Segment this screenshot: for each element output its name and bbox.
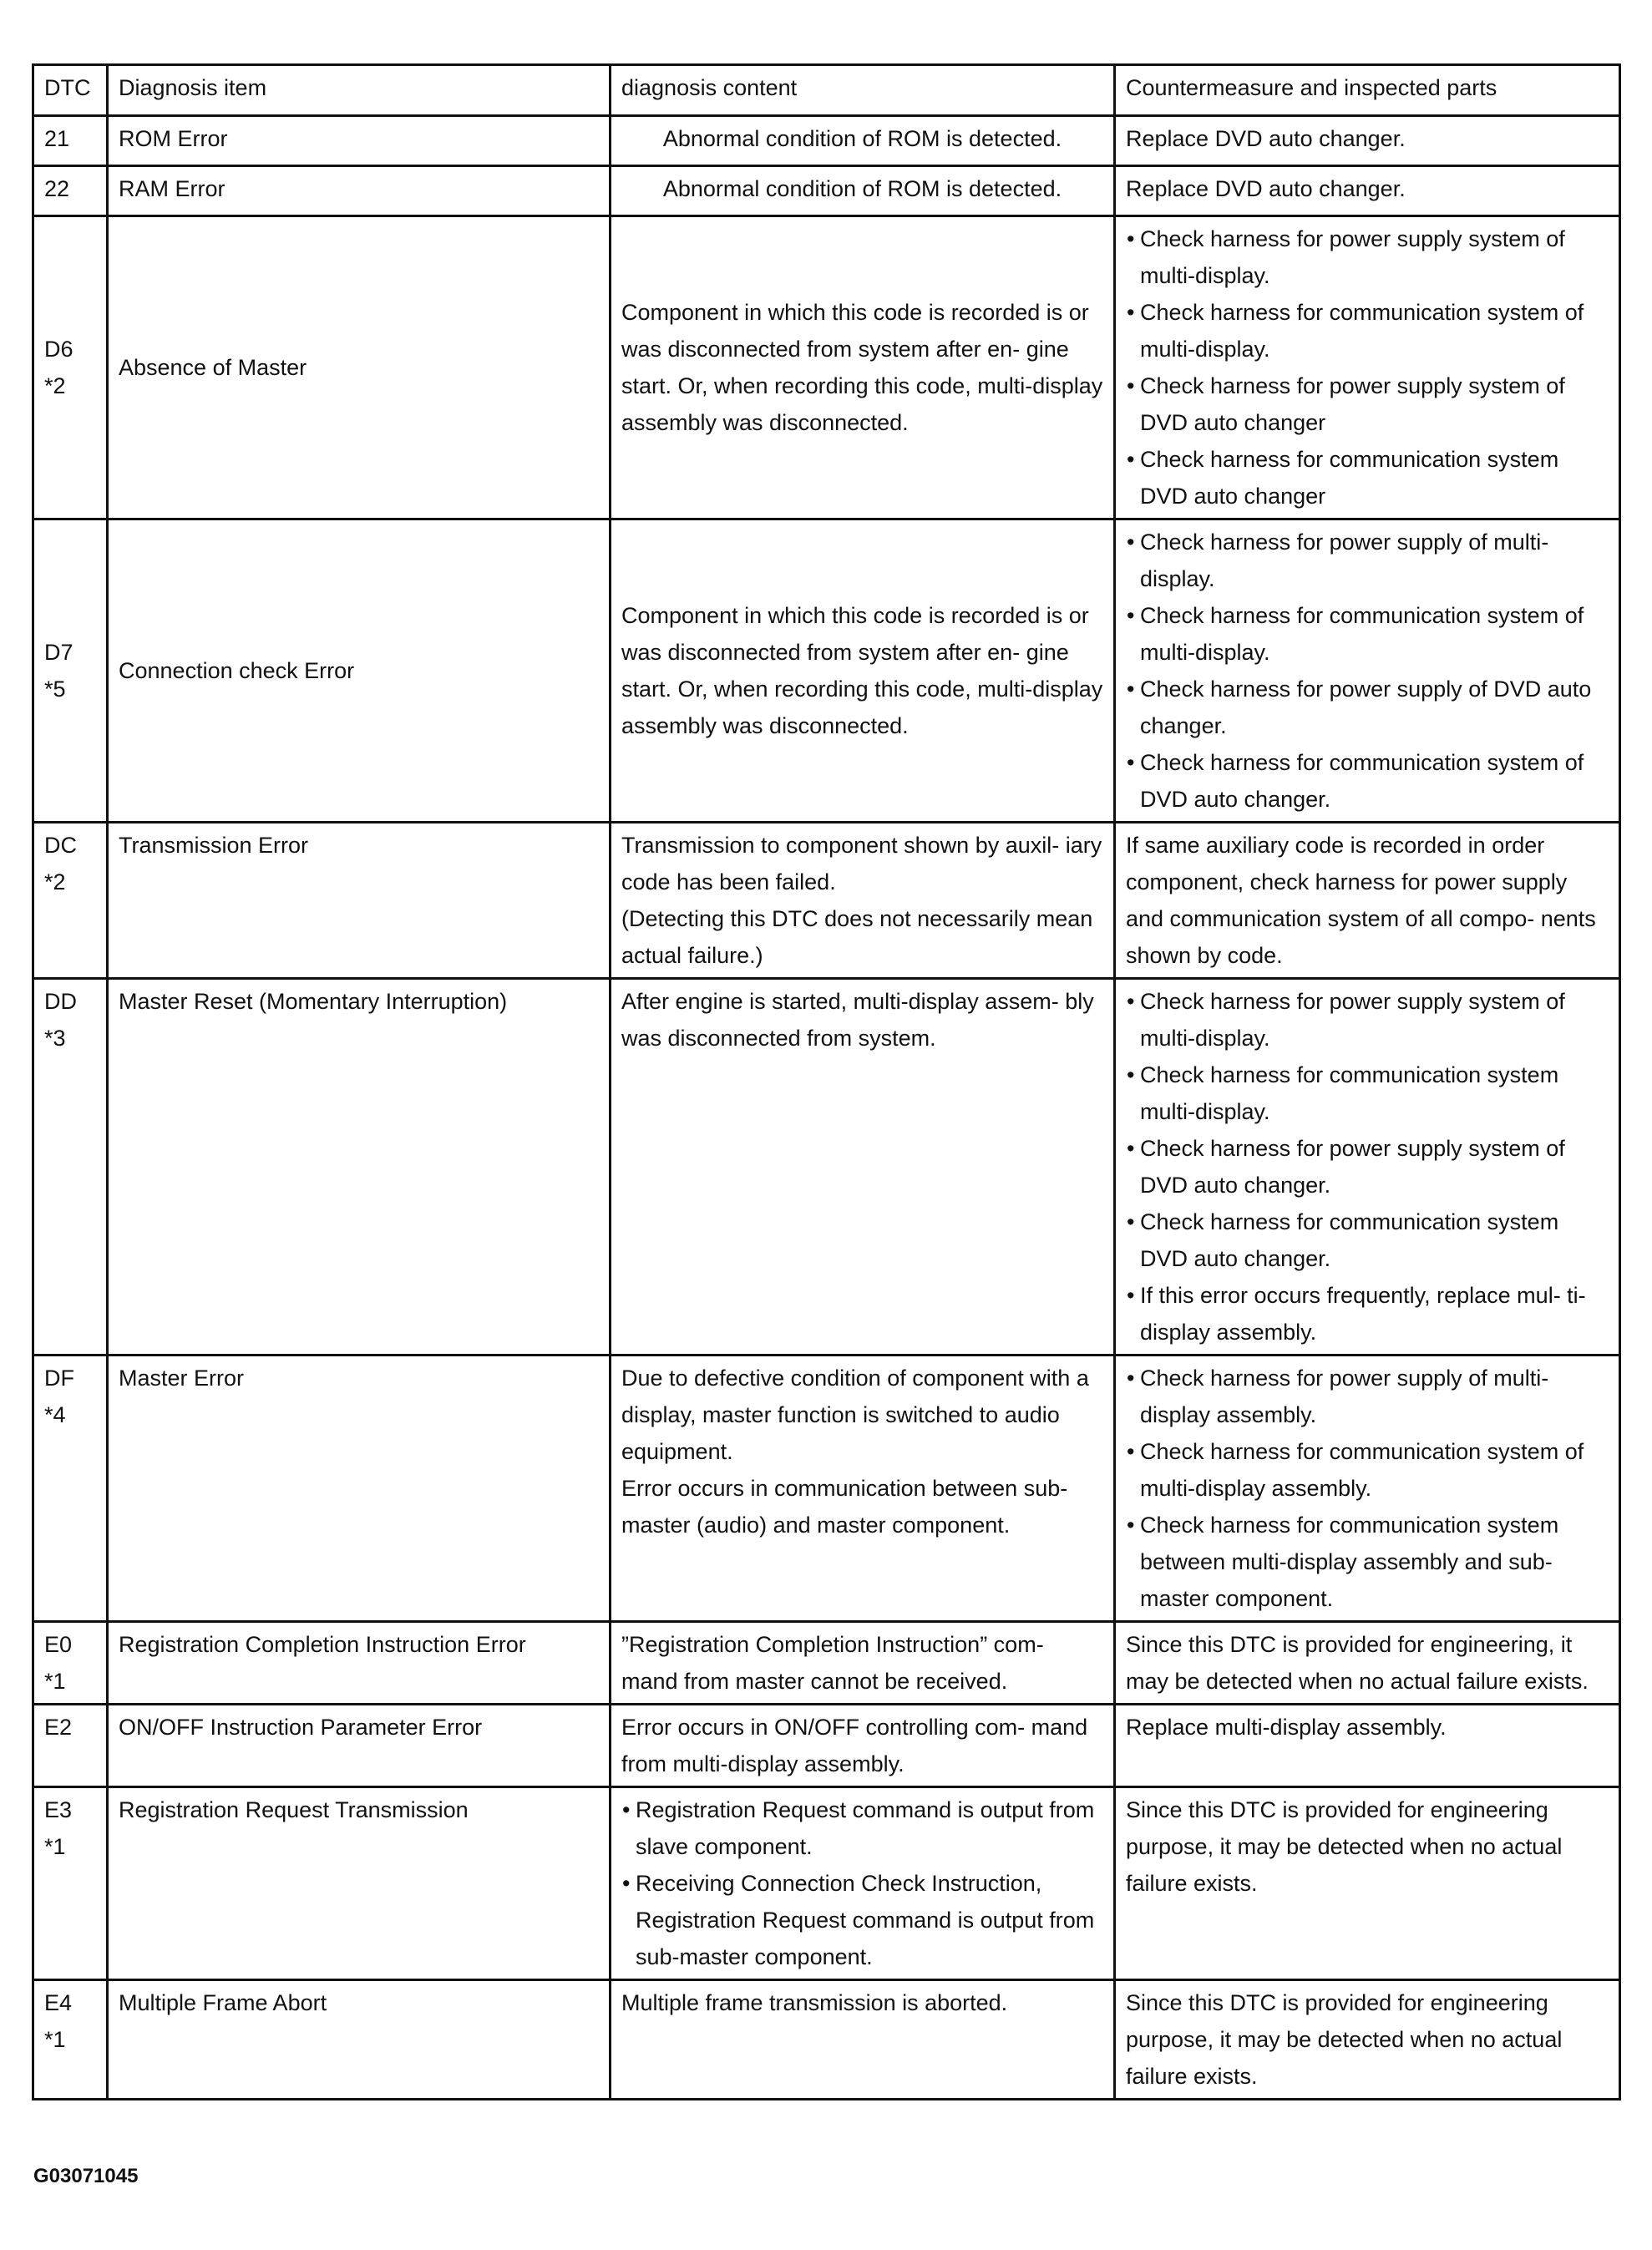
list-item: • Check harness for communication system of DVD auto changer.	[1126, 744, 1609, 818]
list-item: • Check harness for communication system between multi-display assembly and sub- master component.	[1126, 1507, 1609, 1617]
diagnosis-content-cell	[611, 116, 1115, 166]
table-row	[33, 1787, 1620, 1980]
dtc-code: DD	[44, 989, 77, 1014]
dtc-footnote: *4	[44, 1402, 66, 1427]
list-item: • Receiving Connection Check Instruction, Registration Request command is output from sub-master component.	[621, 1865, 1103, 1975]
dtc-code: E3	[44, 1797, 73, 1822]
diagnosis-content-text: Due to defective condition of component with a display, master function is switched to audio equipment.	[621, 1366, 1089, 1464]
list-item: • Check harness for communication system DVD auto changer	[1126, 441, 1609, 514]
dtc-footnote: *1	[44, 1669, 66, 1694]
dtc-footnote: *5	[44, 677, 66, 702]
table-row	[33, 1705, 1620, 1787]
diagnosis-item-cell: RAM Error	[108, 166, 611, 216]
diagnosis-item-cell: Transmission Error	[108, 823, 611, 979]
dtc-code: E2	[44, 1715, 73, 1740]
dtc-cell	[33, 1622, 108, 1705]
dtc-cell	[33, 979, 108, 1356]
table-row	[33, 166, 1620, 216]
header-diagnosis-item: Diagnosis item	[108, 65, 611, 116]
table-row	[33, 1980, 1620, 2100]
countermeasure-cell	[1115, 116, 1620, 166]
diagnosis-item-cell: Registration Request Transmission	[108, 1787, 611, 1980]
table-row	[33, 116, 1620, 166]
header-diagnosis-content: diagnosis content	[611, 65, 1115, 116]
countermeasure-cell	[1115, 1622, 1620, 1705]
diagnosis-content-cell	[611, 166, 1115, 216]
countermeasure-list	[1126, 1360, 1609, 1617]
countermeasure-cell	[1115, 166, 1620, 216]
dtc-code: DC	[44, 833, 77, 858]
diagnosis-content-cell	[611, 1622, 1115, 1705]
diagnosis-content-cell	[611, 979, 1115, 1356]
list-item: • Check harness for communication system multi-display.	[1126, 1057, 1609, 1130]
list-item: • Check harness for communication system of multi-display.	[1126, 294, 1609, 367]
dtc-cell	[33, 519, 108, 823]
diagnosis-item-cell: ROM Error	[108, 116, 611, 166]
list-item: • Check harness for power supply of DVD auto changer.	[1126, 671, 1609, 744]
diagnosis-content-text: (Detecting this DTC does not necessarily mean actual failure.)	[621, 906, 1093, 968]
dtc-table	[32, 63, 1621, 2101]
countermeasure-text: Since this DTC is provided for engineering, it may be detected when no actual failure exists.	[1126, 1632, 1589, 1694]
list-item: • Check harness for power supply system of DVD auto changer.	[1126, 1130, 1609, 1204]
countermeasure-cell	[1115, 1356, 1620, 1622]
dtc-code: DF	[44, 1366, 74, 1391]
list-item: • Registration Request command is output from slave component.	[621, 1791, 1103, 1865]
table-row	[33, 823, 1620, 979]
countermeasure-text: If same auxiliary code is recorded in order component, check harness for power supply and communication system of all compo- nents shown by code.	[1126, 833, 1596, 968]
diagnosis-content-cell	[611, 1356, 1115, 1622]
diagnosis-content-cell	[611, 216, 1115, 519]
list-item: • Check harness for power supply system of DVD auto changer	[1126, 367, 1609, 441]
dtc-footnote: *2	[44, 869, 66, 894]
dtc-code: E4	[44, 1990, 73, 2015]
diagnosis-content-text: Abnormal condition of ROM is detected.	[662, 176, 1062, 201]
diagnosis-item-cell: Absence of Master	[108, 216, 611, 519]
countermeasure-text: Replace DVD auto changer.	[1126, 126, 1406, 151]
diagnosis-content-text: Transmission to component shown by auxil- iary code has been failed.	[621, 833, 1102, 894]
diagnosis-content-text: Error occurs in ON/OFF controlling com- mand from multi-display assembly.	[621, 1715, 1088, 1776]
table-row	[33, 1356, 1620, 1622]
dtc-footnote: *2	[44, 373, 66, 398]
dtc-code: 21	[44, 126, 70, 151]
list-item: • Check harness for power supply of multi- display.	[1126, 524, 1609, 597]
countermeasure-cell	[1115, 1705, 1620, 1787]
list-item: • Check harness for communication system DVD auto changer.	[1126, 1204, 1609, 1277]
countermeasure-text: Replace multi-display assembly.	[1126, 1715, 1447, 1740]
countermeasure-cell	[1115, 216, 1620, 519]
diagnosis-content-cell	[611, 1705, 1115, 1787]
countermeasure-cell	[1115, 1787, 1620, 1980]
dtc-cell	[33, 823, 108, 979]
list-item: • Check harness for communication system of multi-display assembly.	[1126, 1433, 1609, 1507]
diagnosis-content-cell	[611, 1980, 1115, 2100]
dtc-code: D7	[44, 640, 73, 665]
diagnosis-content-cell	[611, 1787, 1115, 1980]
countermeasure-list	[1126, 524, 1609, 818]
dtc-cell	[33, 1356, 108, 1622]
table-header-row	[33, 65, 1620, 116]
countermeasure-cell	[1115, 979, 1620, 1356]
diagnosis-content-text: Error occurs in communication between sub-master (audio) and master component.	[621, 1476, 1068, 1538]
countermeasure-list	[1126, 220, 1609, 514]
diagnosis-item-cell: Master Reset (Momentary Interruption)	[108, 979, 611, 1356]
diagnosis-content-text: After engine is started, multi-display assem- bly was disconnected from system.	[621, 989, 1094, 1051]
diagnosis-item-cell: Registration Completion Instruction Error	[108, 1622, 611, 1705]
dtc-code: D6	[44, 337, 73, 362]
list-item: • If this error occurs frequently, replace mul- ti-display assembly.	[1126, 1277, 1609, 1351]
countermeasure-text: Replace DVD auto changer.	[1126, 176, 1406, 201]
dtc-cell	[33, 1705, 108, 1787]
dtc-footnote: *3	[44, 1026, 66, 1051]
dtc-cell	[33, 216, 108, 519]
diagnosis-content-cell	[611, 823, 1115, 979]
table-row	[33, 519, 1620, 823]
diagnosis-item-cell: Multiple Frame Abort	[108, 1980, 611, 2100]
diagnosis-item-cell: Master Error	[108, 1356, 611, 1622]
table-row	[33, 979, 1620, 1356]
dtc-cell	[33, 166, 108, 216]
diagnosis-content-text: Abnormal condition of ROM is detected.	[662, 126, 1062, 151]
diagnosis-content-text: Component in which this code is recorded is or was disconnected from system after en- gine start. Or, when recording this code, multi-display assembly was disconnected.	[621, 603, 1103, 738]
diagnosis-item-cell: Connection check Error	[108, 519, 611, 823]
countermeasure-cell	[1115, 519, 1620, 823]
diagnosis-content-text: Component in which this code is recorded is or was disconnected from system after en- gine start. Or, when recording this code, multi-display assembly was disconnected.	[621, 300, 1103, 435]
countermeasure-cell	[1115, 823, 1620, 979]
countermeasure-list	[1126, 983, 1609, 1351]
diagnosis-item-cell: ON/OFF Instruction Parameter Error	[108, 1705, 611, 1787]
dtc-cell	[33, 116, 108, 166]
diagnosis-content-cell	[611, 519, 1115, 823]
list-item: • Check harness for power supply system of multi-display.	[1126, 220, 1609, 294]
header-countermeasure: Countermeasure and inspected parts	[1115, 65, 1620, 116]
diagnosis-content-text: Multiple frame transmission is aborted.	[621, 1990, 1008, 2015]
dtc-code: E0	[44, 1632, 73, 1657]
dtc-footnote: *1	[44, 1834, 66, 1859]
dtc-code: 22	[44, 176, 70, 201]
diagnosis-content-text: ”Registration Completion Instruction” com- mand from master cannot be received.	[621, 1632, 1044, 1694]
list-item: • Check harness for power supply of multi- display assembly.	[1126, 1360, 1609, 1433]
countermeasure-text: Since this DTC is provided for engineering purpose, it may be detected when no actual failure exists.	[1126, 1797, 1563, 1896]
list-item: • Check harness for power supply system of multi-display.	[1126, 983, 1609, 1057]
diagnosis-content-list	[621, 1791, 1103, 1975]
list-item: • Check harness for communication system of multi-display.	[1126, 597, 1609, 671]
table-row	[33, 1622, 1620, 1705]
header-dtc: DTC	[33, 65, 108, 116]
countermeasure-cell	[1115, 1980, 1620, 2100]
dtc-cell	[33, 1980, 108, 2100]
table-row	[33, 216, 1620, 519]
countermeasure-text: Since this DTC is provided for engineering purpose, it may be detected when no actual failure exists.	[1126, 1990, 1563, 2089]
dtc-cell	[33, 1787, 108, 1980]
figure-id: G03071045	[33, 2165, 139, 2187]
dtc-footnote: *1	[44, 2027, 66, 2052]
